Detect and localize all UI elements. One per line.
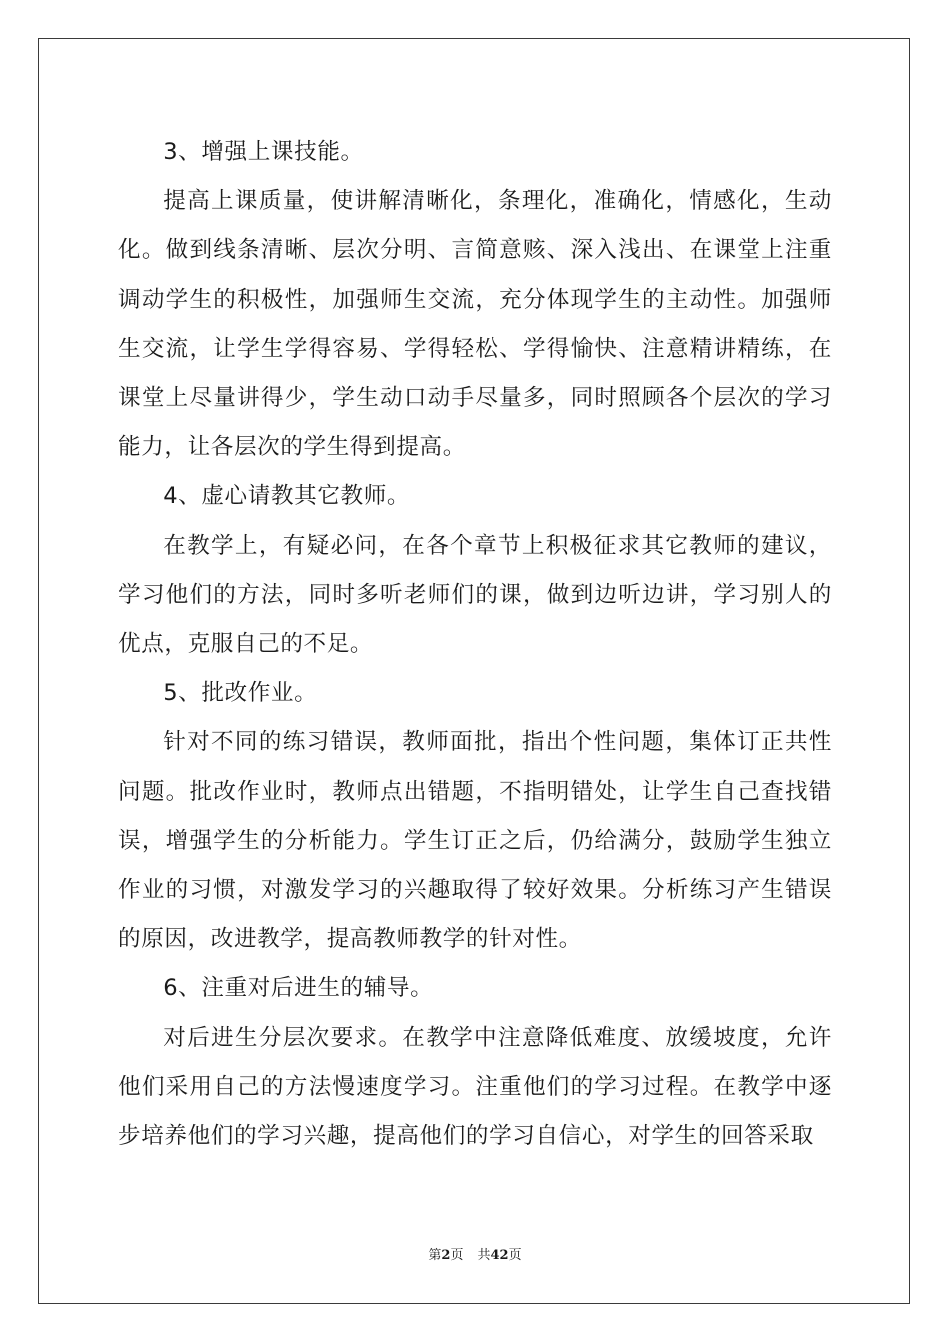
section-heading: 5、批改作业。 [163, 680, 318, 707]
total-pages: 42 [490, 1248, 509, 1263]
body-paragraph: 在教学上，有疑必问，在各个章节上积极征求其它教师的建议，学习他们的方法，同时多听老师们的课，做到边听边讲，学习别人的优点，克服自己的不足。 [118, 532, 832, 658]
section-heading: 3、增强上课技能。 [163, 139, 364, 165]
document-body [118, 128, 832, 1161]
section-heading: 6、注重对后进生的辅导。 [163, 975, 434, 1002]
body-paragraph: 提高上课质量，使讲解清晰化，条理化，准确化，情感化，生动化。做到线条清晰、层次分明、言简意赅、深入浅出、在课堂上注重调动学生的积极性，加强师生交流，充分体现学生的主动性。加强师生交流，让学生学得容易、学得轻松、学得愉快、注意精讲精练，在课堂上尽量讲得少，学生动口动手尽量多，同时照顾各个层次的学习能力，让各层次的学生得到提高。 [118, 188, 832, 461]
page-footer [0, 1244, 950, 1263]
body-paragraph: 针对不同的练习错误，教师面批，指出个性问题，集体订正共性问题。批改作业时，教师点出错题，不指明错处，让学生自己查找错误，增强学生的分析能力。学生订正之后，仍给满分，鼓励学生独立作业的习惯，对激发学习的兴趣取得了较好效果。分析练习产生错误的原因，改进教学，提高教师教学的针对性。 [118, 729, 832, 953]
total-suffix: 页 [508, 1248, 522, 1263]
section-heading: 4、虚心请教其它教师。 [163, 483, 411, 510]
body-paragraph: 对后进生分层次要求。在教学中注意降低难度、放缓坡度，允许他们采用自己的方法慢速度学习。注重他们的学习过程。在教学中逐步培养他们的学习兴趣，提高他们的学习自信心，对学生的回答采取 [118, 1024, 832, 1150]
page-number: 2 [441, 1248, 451, 1263]
page-suffix: 页 [450, 1248, 464, 1263]
total-prefix: 共 [477, 1248, 491, 1263]
page-prefix: 第 [428, 1248, 442, 1263]
